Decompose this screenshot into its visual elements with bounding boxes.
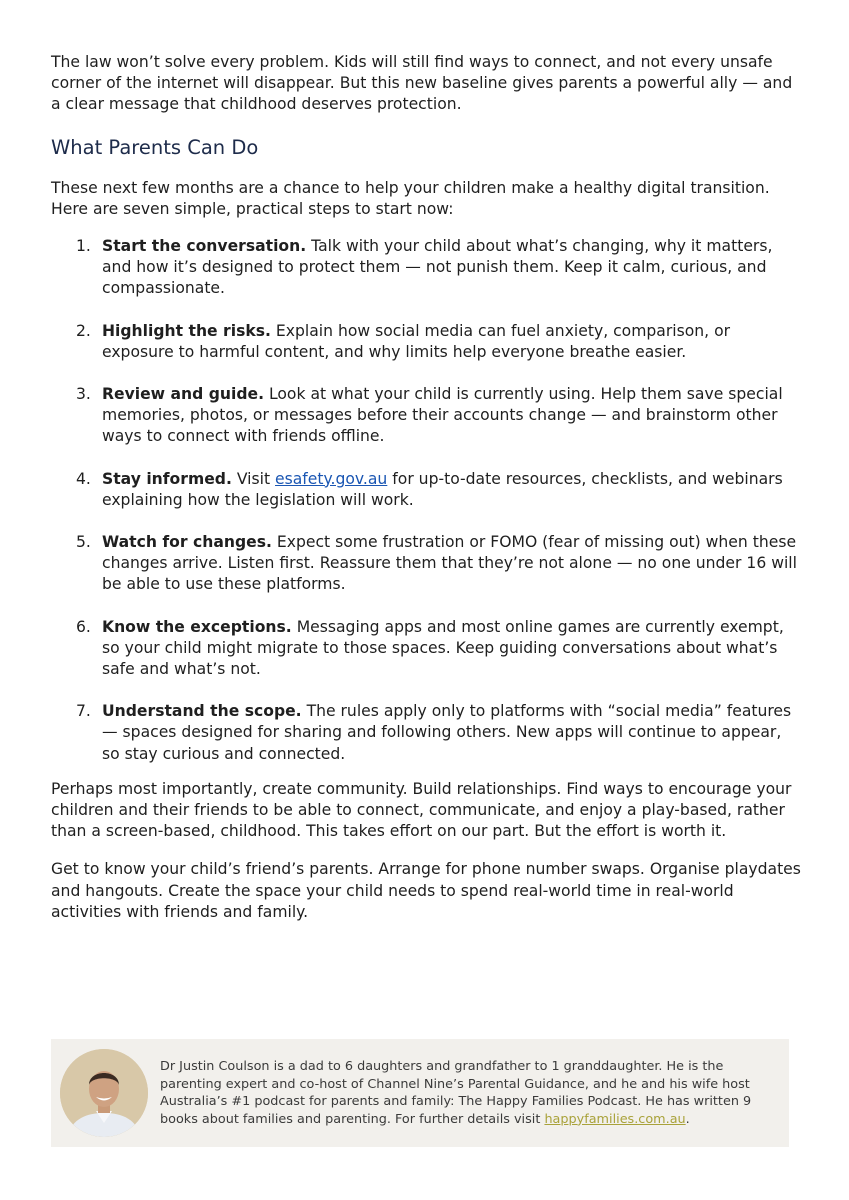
- article-body: [51, 52, 801, 923]
- list-item: [51, 701, 802, 765]
- step-text: Look at what your child is currently using. Help them save special memories, photos, or messages before their accounts change — and brainstorm other ways to connect with friends offline.: [102, 385, 783, 446]
- step-title: Watch for changes.: [102, 533, 272, 552]
- list-item: [51, 532, 802, 596]
- author-photo: [60, 1049, 148, 1137]
- step-number: 7.: [76, 702, 91, 721]
- author-bio-text: [160, 1058, 780, 1128]
- steps-list: [51, 236, 801, 765]
- step-text-before-link: Visit: [231, 469, 276, 488]
- step-text: Expect some frustration or FOMO (fear of missing out) when these changes arrive. Listen first. Reassure them that they’re not alone — no one under 16 will be able to use these platforms.: [102, 533, 797, 594]
- section-heading: What Parents Can Do: [51, 135, 259, 159]
- intro-paragraph: The law won’t solve every problem. Kids will still find ways to connect, and not every unsafe corner of the internet will disappear. But this new baseline gives parents a powerful ally — and a clear message that childhood deserves protection.: [51, 53, 793, 114]
- steps-intro-paragraph: These next few months are a chance to help your children make a healthy digital transition. Here are seven simple, practical steps to start now:: [51, 178, 770, 218]
- list-item: [51, 469, 802, 511]
- step-number: 6.: [76, 617, 91, 636]
- list-item: [51, 236, 802, 300]
- step-text-after-link: for up-to-date resources, checklists, and webinars explaining how the legislation will work.: [102, 469, 783, 509]
- step-text: Messaging apps and most online games are currently exempt, so your child might migrate to those spaces. Keep guiding conversations about what’s safe and what’s not.: [102, 617, 784, 679]
- step-title: Understand the scope.: [102, 702, 302, 721]
- esafety-link[interactable]: esafety.gov.au: [275, 469, 388, 488]
- step-title: Start the conversation.: [102, 237, 307, 256]
- closing-paragraph-1: Perhaps most importantly, create community. Build relationships. Find ways to encourage your children and their friends to be able to connect, communicate, and enjoy a play-based, rather than a screen-based, childhood. This takes effort on our part. But the effort is worth it.: [51, 779, 792, 841]
- bio-text: Dr Justin Coulson is a dad to 6 daughters and grandfather to 1 granddaughter. He is the parenting expert and co-host of Channel Nine’s Parental Guidance, and he and his wife host Australia’s #1 podcast for parents and family: The Happy Families Podcast. He has written 9 books about families and parenting. For further details visit: [160, 1059, 752, 1127]
- step-title: Highlight the risks.: [102, 321, 271, 340]
- list-item: [51, 384, 802, 448]
- step-title: Know the exceptions.: [102, 617, 292, 636]
- step-number: 3.: [76, 385, 91, 404]
- step-title: Review and guide.: [102, 385, 264, 404]
- bio-suffix: .: [685, 1111, 690, 1127]
- author-bio-box: [51, 1039, 789, 1147]
- step-number: 4.: [76, 469, 91, 488]
- step-text: Explain how social media can fuel anxiety, comparison, or exposure to harmful content, and why limits help everyone breathe easier.: [102, 321, 731, 361]
- avatar: [60, 1049, 148, 1137]
- step-number: 5.: [76, 533, 91, 552]
- step-text: The rules apply only to platforms with “social media” features — spaces designed for sharing and following others. New apps will continue to appear, so stay curious and connected.: [102, 702, 792, 763]
- step-number: 2.: [76, 321, 91, 340]
- list-item: [51, 617, 802, 681]
- step-number: 1.: [76, 237, 91, 256]
- list-item: [51, 321, 802, 363]
- step-text: Talk with your child about what’s changing, why it matters, and how it’s designed to protect them — not punish them. Keep it calm, curious, and compassionate.: [102, 237, 773, 298]
- happyfamilies-link[interactable]: happyfamilies.com.au: [544, 1111, 686, 1127]
- step-title: Stay informed.: [102, 469, 232, 488]
- closing-paragraph-2: Get to know your child’s friend’s parents. Arrange for phone number swaps. Organise playdates and hangouts. Create the space your child needs to spend real-world time in real-world activities with friends and family.: [51, 860, 801, 921]
